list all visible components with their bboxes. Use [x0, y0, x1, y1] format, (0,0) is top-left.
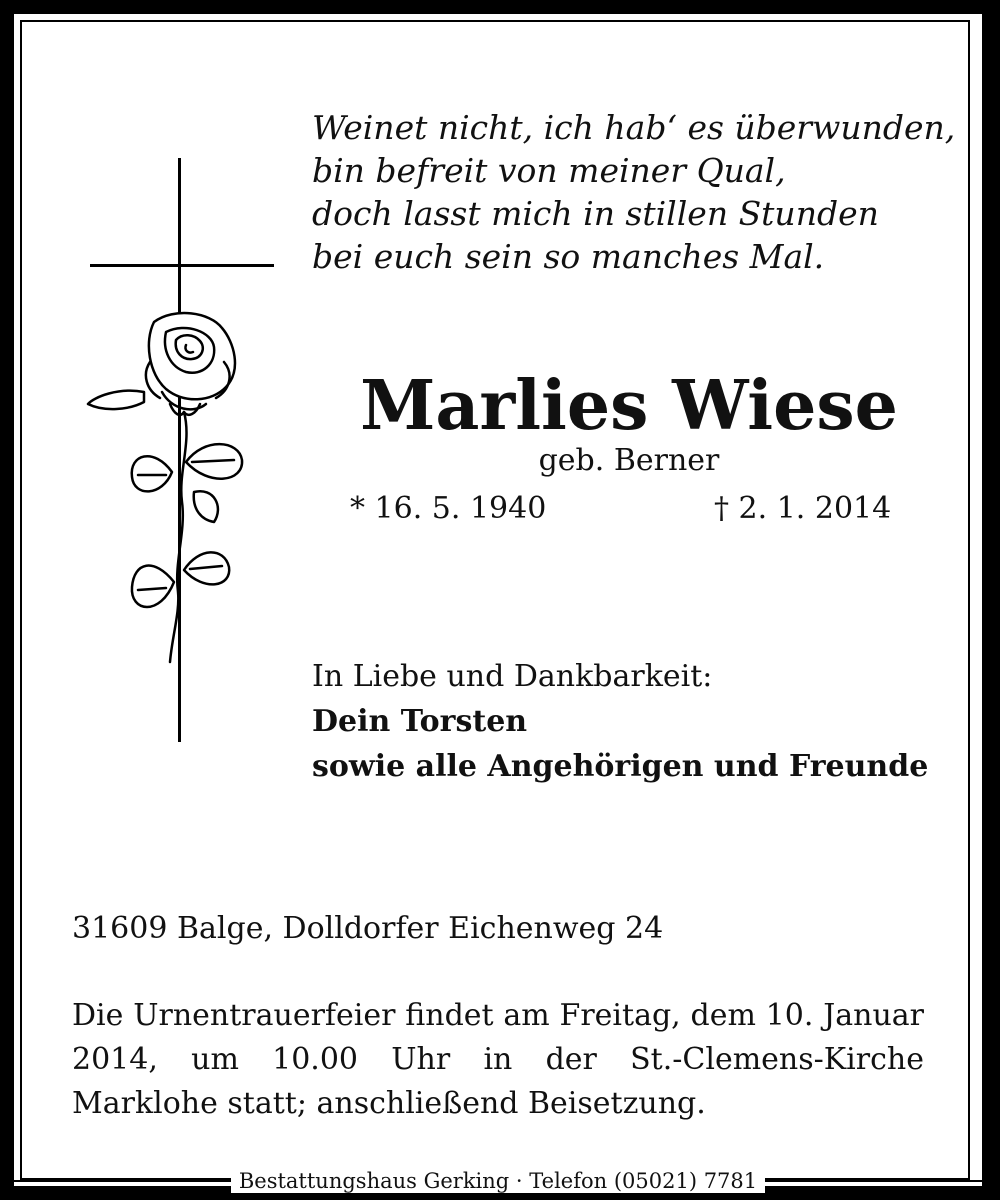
- death-date: † 2. 1. 2014: [714, 491, 892, 526]
- footer: [14, 1169, 982, 1193]
- deceased-name: Marlies Wiese: [360, 366, 898, 446]
- footer-funeral-home: Bestattungshaus Gerking · Telefon (05021) 7781: [231, 1169, 765, 1193]
- cross-icon: [90, 158, 274, 742]
- address: 31609 Balge, Dolldorfer Eichenweg 24: [72, 911, 664, 946]
- birth-date: * 16. 5. 1940: [350, 491, 547, 526]
- poem-line: Weinet nicht, ich hab‘ es überwunden,: [312, 108, 956, 147]
- maiden-name: geb. Berner: [538, 443, 720, 478]
- poem: [312, 106, 956, 278]
- poem-line: bin befreit von meiner Qual,: [312, 151, 786, 190]
- rose-icon: [88, 313, 242, 662]
- mourners-block: [312, 654, 928, 789]
- mourner-partner: Dein Torsten: [312, 704, 528, 739]
- mourner-others: sowie alle Angehörigen und Freunde: [312, 749, 929, 784]
- cross-with-rose: [74, 142, 274, 742]
- service-notice: Die Urnentrauerfeier findet am Freitag, dem 10. Januar 2014, um 10.00 Uhr in der St.-Clemens-Kirche Marklohe statt; anschließend Beisetzung.: [72, 998, 924, 1121]
- poem-line: doch lasst mich in stillen Stunden: [312, 194, 879, 233]
- mourners-intro: In Liebe und Dankbarkeit:: [312, 659, 713, 694]
- poem-line: bei euch sein so manches Mal.: [312, 237, 825, 276]
- obituary-card: [14, 14, 982, 1193]
